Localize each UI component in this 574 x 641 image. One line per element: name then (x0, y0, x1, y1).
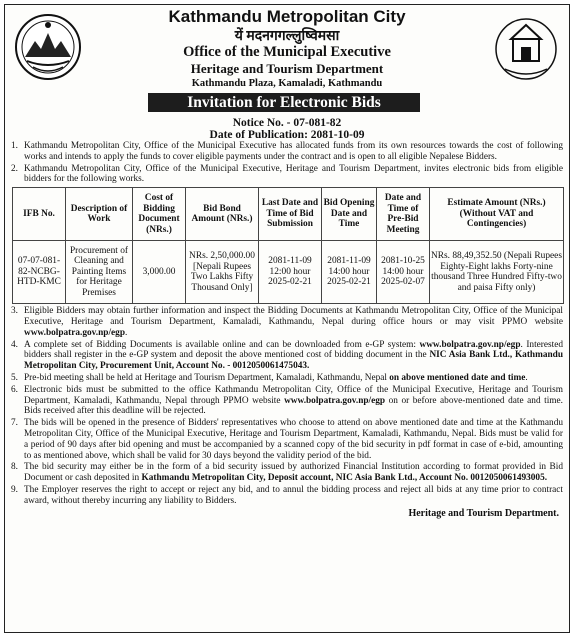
notice-item-8 (11, 462, 563, 484)
city-title: Kathmandu Metropolitan City (168, 7, 406, 26)
notice-item-2 (11, 164, 563, 186)
notice-page (4, 4, 570, 633)
item-text: . (125, 327, 128, 338)
notice-item-7 (11, 418, 563, 461)
notice-item-6 (11, 385, 563, 417)
bid-table-header (13, 188, 564, 241)
item-number: 2. (11, 163, 18, 174)
cell-last-date: 2081-11-09 12:00 hour 2025-02-21 (259, 241, 322, 304)
item-text: . Interested bidders shall register in the e-GP system and deposit the above mentioned cost of bidding document in the (24, 339, 563, 361)
item-number: 4. (11, 339, 18, 350)
cell-opening: 2081-11-09 14:00 hour 2025-02-21 (322, 241, 377, 304)
ppmo-link[interactable]: www.bolpatra.gov.np/egp (284, 395, 386, 406)
ppmo-link[interactable]: www.bolpatra.gov.np/egp (24, 327, 125, 338)
col-bond: Bid Bond Amount (NRs.) (186, 188, 259, 241)
col-estimate: Estimate Amount (NRs.) (Without VAT and Contingencies) (430, 188, 564, 241)
signature: Heritage and Tourism Department. (408, 507, 559, 519)
col-ifb: IFB No. (13, 188, 66, 241)
item-text: Kathmandu Metropolitan City, Office of the Municipal Executive, Heritage and Tourism Department, invites electronic bids from eligible bidders for the following works. (24, 163, 563, 185)
item-number: 3. (11, 306, 18, 317)
notice-items (5, 141, 569, 185)
item-number: 9. (11, 484, 18, 495)
item-text: The bids will be opened in the presence of Bidders' representatives who choose to attend on above mentioned date and time at the Kathmandu Metropolitan City, Office of the Municipal Executive, Heritage and Tourism Department, Kamaladi, Kathmandu, Nepal. Bids must be valid for a period of 90 days after bid opening and must be accompanied by a scanned copy of the bid security in pdf format in case of e-bid, amounting to as mentioned above, which shall be valid for 30 days beyond the validity period of the bid. (24, 418, 563, 461)
col-description: Description of Work (66, 188, 133, 241)
col-prebid: Date and Time of Pre-Bid Meeting (377, 188, 430, 241)
notice-number: Notice No. - 07-081-82 (232, 117, 342, 129)
egp-link[interactable]: www.bolpatra.gov.np/egp (419, 339, 521, 350)
item-text: A complete set of Bidding Documents is available online and can be downloaded from e-GP system: (24, 339, 420, 350)
notice-item-1 (11, 141, 563, 163)
cell-prebid: 2081-10-25 14:00 hour 2025-02-07 (377, 241, 430, 304)
item-number: 7. (11, 418, 18, 429)
notice-header (5, 5, 569, 117)
item-text: The bid security may either be in the form of a bid security issued by authorized Financial Institution according to format provided in Bid Document or cash deposited in (24, 462, 563, 484)
notice-item-4 (11, 340, 563, 372)
notice-banner: Invitation for Electronic Bids (148, 93, 420, 112)
item-text: Kathmandu Metropolitan City, Office of the Municipal Executive has allocated funds from its own resources towards the cost of following works and intends to apply the funds to cover eligible payments under the contract and is open to all eligible Nepalese Bidders. (24, 141, 563, 162)
deposit-account-text: Kathmandu Metropolitan City, Deposit account, NIC Asia Bank Ltd., Account No. 0012050061493005. (141, 473, 548, 484)
bank-account-text: NIC Asia Bank Ltd., Kathmandu Metropolitan City, Procurement Unit, Account No. - 0012050061475043. (24, 350, 563, 372)
notice-item-3 (11, 306, 563, 338)
publication-date: Date of Publication: 2081-10-09 (209, 129, 365, 141)
col-cost: Cost of Bidding Document (NRs.) (133, 188, 186, 241)
cell-description: Procurement of Cleaning and Painting Items for Heritage Premises (66, 241, 133, 304)
item-text: on or before above-mentioned date and time. Bids received after this deadline will be rejected. (24, 395, 563, 417)
notice-item-9 (11, 485, 563, 507)
item-text: Eligible Bidders may obtain further information and inspect the Bidding Documents at Kathmandu Metropolitan City, Office of the Municipal Executive, Heritage and Tourism Department, Kamaladi, Kathmandu, Nepal during office hours or may visit PPMO website (24, 306, 563, 327)
item-text: The Employer reserves the right to accept or reject any bid, and to annul the bidding process and reject all bids at any time prior to contract award, without thereby incurring any liability to Bidders. (24, 484, 563, 506)
col-opening: Bid Opening Date and Time (322, 188, 377, 241)
cell-cost: 3,000.00 (133, 241, 186, 304)
table-row (13, 241, 564, 304)
notice-items-continued (5, 306, 569, 506)
notice-item-5 (11, 373, 563, 384)
cell-bond: NRs. 2,50,000.00 [Nepali Rupees Two Lakhs Fifty Thousand Only] (186, 241, 259, 304)
office-address: Kathmandu Plaza, Kamaladi, Kathmandu (191, 78, 383, 89)
nepali-subtitle: यें मदनगगल्लुष्विमसा (234, 29, 340, 44)
item-number: 8. (11, 462, 18, 473)
col-last-date: Last Date and Time of Bid Submission (259, 188, 322, 241)
cell-ifb: 07-07-081-82-NCBG-HTD-KMC (13, 241, 66, 304)
bid-table (12, 187, 564, 304)
emphasis-text: on above mentioned date and time (389, 372, 526, 383)
cell-estimate: NRs. 88,49,352.50 (Nepali Rupees Eighty-Eight lakhs Forty-nine thousand Three Hundred Fifty-two and paisa Fifty only) (430, 241, 564, 304)
item-number: 5. (11, 372, 18, 383)
item-text: Pre-bid meeting shall be held at Heritage and Tourism Department, Kamaladi, Kathmandu, Nepal (24, 372, 390, 383)
item-number: 6. (11, 384, 18, 395)
item-number: 1. (11, 141, 18, 151)
item-text: Electronic bids must be submitted to the office Kathmandu Metropolitan City, Office of the Municipal Executive, Heritage and Tourism Department, Kamaladi, Kathmandu, Nepal through PPMO website (24, 384, 563, 406)
department-name: Heritage and Tourism Department (190, 61, 384, 76)
office-name: Office of the Municipal Executive (183, 44, 391, 60)
item-text: . (525, 372, 528, 383)
